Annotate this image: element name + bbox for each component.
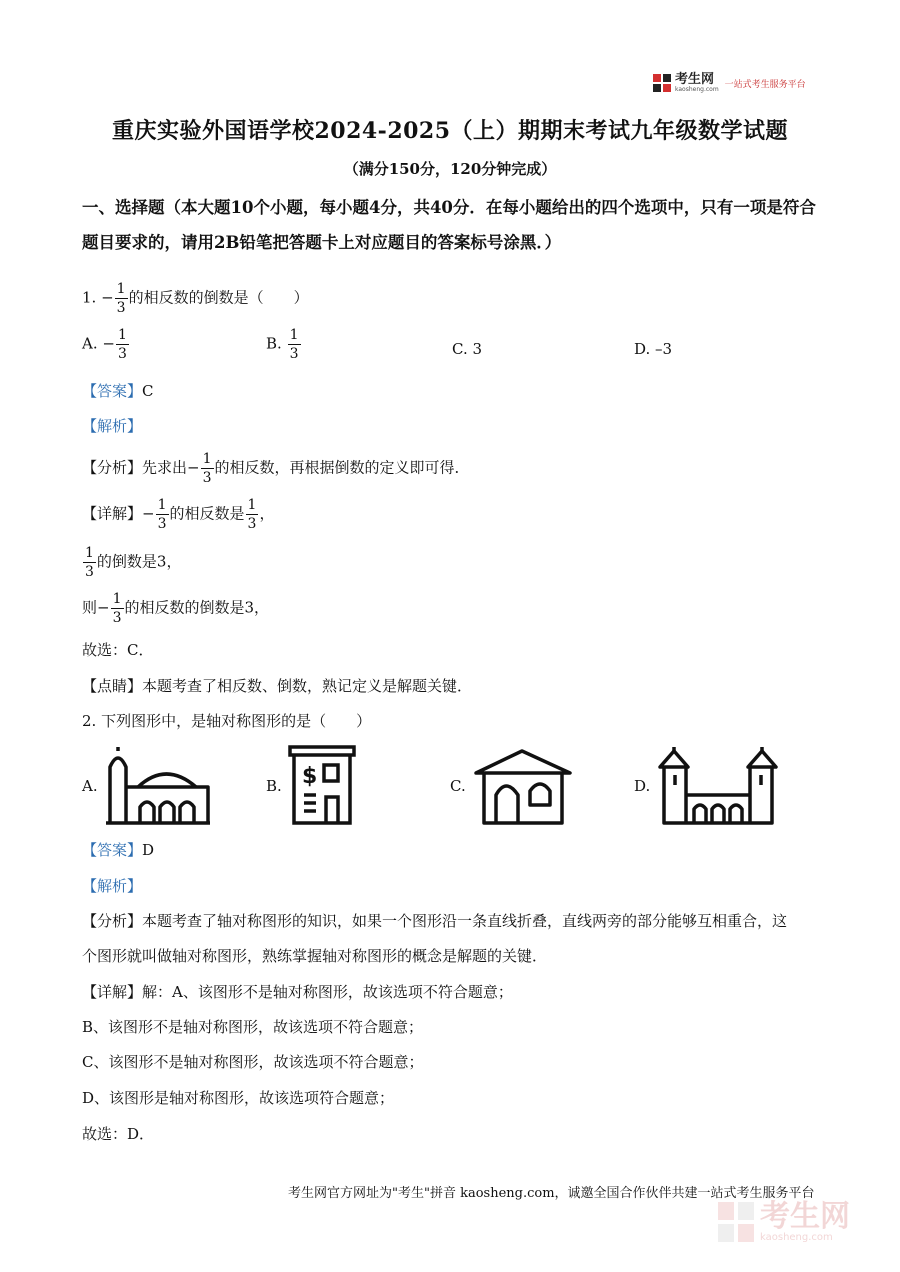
q1-detail-3: 则− $\frac{1}{3}$ 的相反数的倒数是3，	[82, 591, 270, 626]
watermark-domain: kaosheng.com	[760, 1231, 833, 1243]
q2-fenxi-line2: 个图形就叫做轴对称图形，熟练掌握轴对称图形的概念是解题的关键．	[82, 947, 548, 965]
fraction: $\frac{1}{3}$	[202, 451, 212, 486]
q1-option-c[interactable]: C. 3	[452, 340, 483, 358]
q1-conclusion: 故选：C．	[82, 641, 154, 659]
castle-icon	[656, 745, 780, 827]
fraction: $\frac{1}{3}$	[289, 327, 299, 362]
page-title: 重庆实验外国语学校2024-2025（上）期期末考试九年级数学试题	[111, 118, 789, 144]
q1-dianjing: 【点睛】本题考查了相反数、倒数，熟记定义是解题关键．	[82, 677, 473, 695]
fraction: $\frac{1}{3}$	[85, 545, 94, 580]
q2-fenxi-line1: 【分析】本题考查了轴对称图形的知识，如果一个图形沿一条直线折叠，直线两旁的部分能够互相重合，这	[82, 912, 788, 930]
q2-option-b-label[interactable]: B.	[266, 777, 282, 795]
fraction: $\frac{1}{3}$	[117, 327, 127, 362]
fraction: $\frac{1}{3}$	[116, 281, 126, 316]
bank-building-icon	[286, 745, 358, 827]
q2-analysis-tag: 【解析】	[82, 877, 143, 895]
q2-detail-a: 【详解】解：A、该图形不是轴对称图形，故该选项不符合题意；	[82, 983, 513, 1001]
fraction: $\frac{1}{3}$	[247, 497, 257, 532]
page-footer[interactable]: 考生网官方网址为"考生"拼音 kaosheng.com，诚邀全国合作伙伴共建一站式考生服务平台	[288, 1186, 815, 1201]
mosque-icon	[104, 745, 212, 827]
q1-detail-1: 【详解】− $\frac{1}{3}$ 的相反数是 $\frac{1}{3}$ ，	[82, 497, 275, 532]
q2-option-a-label[interactable]: A.	[82, 777, 98, 795]
q2-option-c-label[interactable]: C.	[450, 777, 466, 795]
q1-analysis-tag: 【解析】	[82, 417, 143, 435]
logo-domain: kaosheng.com	[675, 85, 719, 93]
answer-tag: 【答案】	[82, 382, 143, 400]
q2-option-d-label[interactable]: D.	[634, 777, 651, 795]
q2-detail-b: B、该图形不是轴对称图形，故该选项不符合题意；	[82, 1018, 424, 1036]
watermark-logo-icon	[716, 1200, 756, 1244]
logo-name: 考生网	[675, 71, 715, 87]
page-subtitle: （满分150分，120分钟完成）	[343, 160, 557, 178]
kaosheng-logo-icon	[652, 73, 672, 93]
section-heading: 一、选择题（本大题10个小题，每小题4分，共40分．在每小题给出的四个选项中，只有一项是符合题目要求的，请用2B铅笔把答题卡上对应题目的答案标号涂黑．）	[82, 198, 816, 252]
q1-answer: 【答案】C	[82, 382, 154, 400]
fraction: $\frac{1}{3}$	[157, 497, 167, 532]
q1-option-b[interactable]: B. $\frac{1}{3}$	[266, 327, 299, 362]
logo-slogan: 一站式考生服务平台	[724, 79, 806, 90]
q1-fenxi: 【分析】先求出− $\frac{1}{3}$ 的相反数，再根据倒数的定义即可得．	[82, 451, 470, 486]
q1-detail-2: $\frac{1}{3}$ 的倒数是3，	[85, 545, 182, 580]
watermark-name: 考生网	[760, 1198, 850, 1234]
q1-stem: 1. − $\frac{1}{3}$ 的相反数的倒数是（ ）	[82, 281, 309, 316]
house-icon	[472, 745, 574, 827]
q1-number: 1.	[82, 288, 97, 307]
answer-tag: 【答案】	[82, 841, 143, 859]
fraction: $\frac{1}{3}$	[112, 591, 122, 626]
svg-text:$: $	[302, 764, 318, 789]
q2-stem: 2. 下列图形中，是轴对称图形的是（ ）	[82, 712, 372, 730]
watermark	[716, 1200, 850, 1244]
q2-conclusion: 故选：D．	[82, 1125, 155, 1143]
q1-option-a[interactable]: A. − $\frac{1}{3}$	[82, 327, 127, 362]
header-logo[interactable]	[652, 73, 806, 93]
q1-option-d[interactable]: D. –3	[634, 340, 673, 358]
q2-detail-d: D、该图形是轴对称图形，故该选项符合题意；	[82, 1089, 395, 1107]
q2-answer: 【答案】D	[82, 841, 155, 859]
q2-detail-c: C、该图形不是轴对称图形，故该选项不符合题意；	[82, 1053, 424, 1071]
